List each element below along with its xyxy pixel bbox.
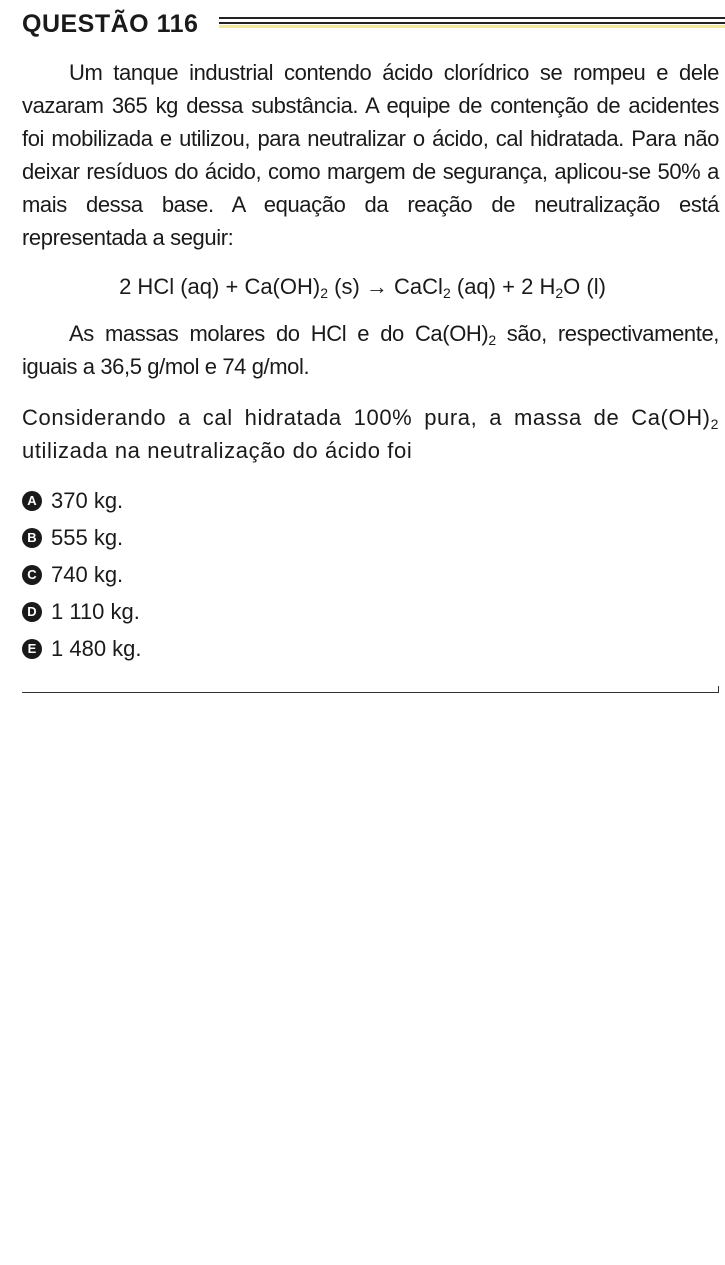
header-rule-highlight (219, 25, 725, 28)
option-letter-badge: E (22, 639, 42, 659)
question-end-rule (22, 692, 719, 693)
answer-options (22, 482, 712, 667)
option-letter-badge: B (22, 528, 42, 548)
question-paragraph-2: As massas molares do HCl e do $Ca(OH)_2$ são, respectivamente, iguais a 36,5 g/mol e 74 g/mol. (22, 321, 719, 379)
question-end-tick (718, 686, 719, 693)
option-e[interactable] (22, 630, 712, 667)
question-prompt: Considerando a cal hidratada 100% pura, a massa de $Ca(OH)_2$ utilizada na neutralização do ácido foi (22, 405, 719, 463)
header-rule (219, 17, 725, 31)
option-text: 555 kg. (51, 524, 124, 550)
option-d[interactable] (22, 593, 712, 630)
option-text: 740 kg. (51, 561, 124, 587)
header-rule-line (219, 17, 725, 19)
eq-plus: + (502, 274, 515, 299)
header-rule-line (219, 22, 725, 24)
eq-arrow: → (365, 274, 388, 299)
question-paragraph-1: Um tanque industrial contendo ácido clorídrico se rompeu e dele vazaram 365 kg dessa substância. A equipe de contenção de acidentes foi mobilizada e utilizou, para neutralizar o ácido, cal hidratada. Para não deixar resíduos do ácido, como margem de segurança, aplicou-se 50% a mais dessa base. A equação da reação de neutralização está representada a seguir: (22, 60, 719, 250)
option-c[interactable] (22, 556, 712, 593)
option-letter-badge: D (22, 602, 42, 622)
eq-product-1: CaCl$_2$ (aq) (394, 274, 496, 301)
option-text: 370 kg. (51, 487, 124, 513)
option-letter-badge: C (22, 565, 42, 585)
eq-product-2: 2 $H_2O$ (l) (521, 274, 606, 301)
question-title: QUESTÃO 116 (22, 10, 199, 38)
option-text: 1 110 kg. (51, 598, 140, 624)
option-text: 1 480 kg. (51, 635, 142, 661)
eq-plus: + (225, 274, 239, 299)
reaction-equation (0, 270, 725, 303)
option-b[interactable] (22, 519, 712, 556)
eq-reactant-2: $Ca(OH)_2$ (s) (244, 274, 360, 301)
option-a[interactable] (22, 482, 712, 519)
option-letter-badge: A (22, 491, 42, 511)
eq-reactant-1: 2 HCl (aq) (119, 274, 220, 299)
question-header (22, 8, 725, 42)
